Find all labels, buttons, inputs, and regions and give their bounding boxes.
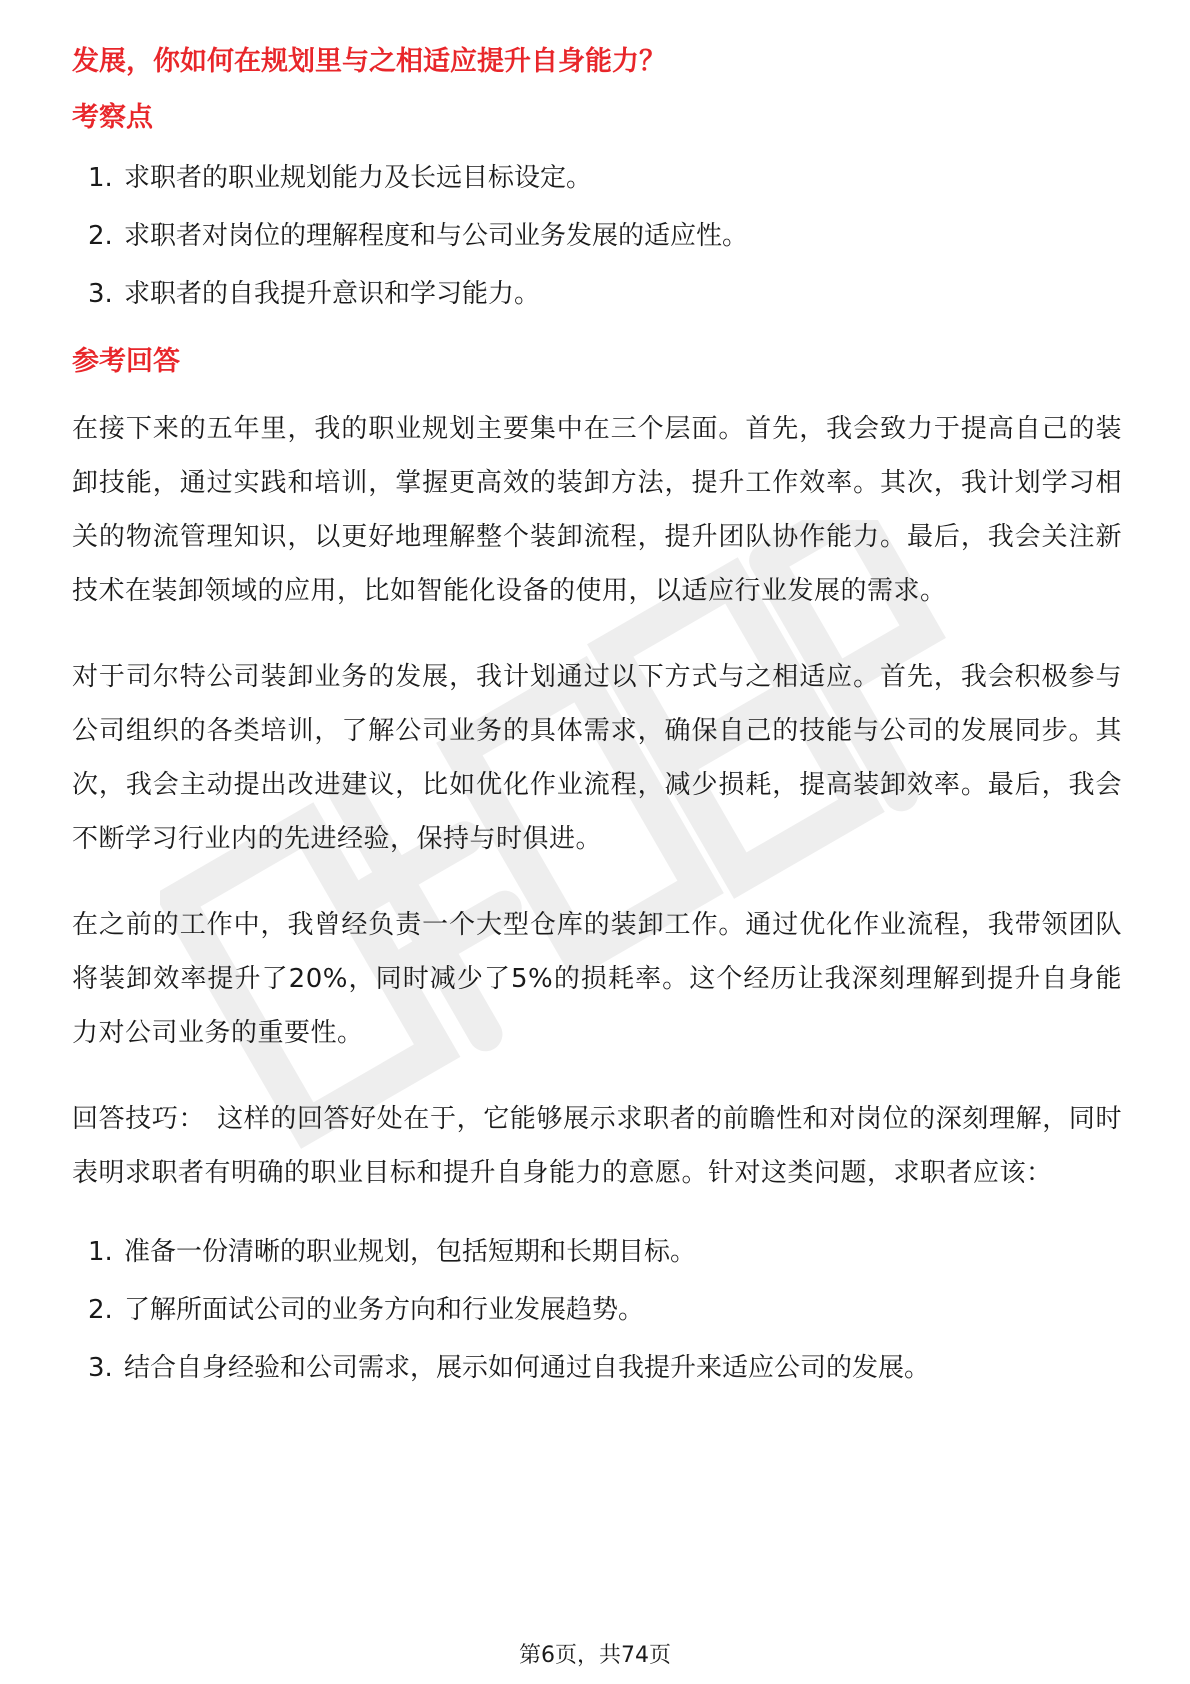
answer-paragraph: 对于司尔特公司装卸业务的发展，我计划通过以下方式与之相适应。首先，我会积极参与公司组织的各类培训，了解公司业务的具体需求，确保自己的技能与公司的发展同步。其次，我会主动提出改进建议，比如优化作业流程，减少损耗，提高装卸效率。最后，我会不断学习行业内的先进经验，保持与时俱进。 [72, 662, 1122, 854]
tip-paragraph [72, 1092, 1122, 1200]
list-item-number: 2. [88, 1295, 113, 1325]
page-number-footer: 第6页，共74页 [519, 1643, 671, 1668]
section-title-points: 考察点 [72, 102, 153, 133]
points-list [72, 158, 1122, 314]
list-item-text: 结合自身经验和公司需求，展示如何通过自我提升来适应公司的发展。 [124, 1353, 931, 1383]
list-item-number: 1. [88, 1237, 113, 1267]
list-item-text: 求职者的自我提升意识和学习能力。 [124, 279, 541, 309]
list-item [88, 158, 1122, 198]
question-heading: 发展，你如何在规划里与之相适应提升自身能力？ [72, 46, 666, 77]
content-area [72, 40, 1122, 1416]
list-item-text: 求职者的职业规划能力及长远目标设定。 [124, 163, 593, 193]
list-item-number: 3. [88, 279, 113, 309]
list-item [88, 1232, 1122, 1272]
list-item-number: 2. [88, 221, 113, 251]
list-item [88, 274, 1122, 314]
tip-label: 回答技巧： [72, 1104, 206, 1134]
list-item [88, 1290, 1122, 1330]
tip-text: 这样的回答好处在于，它能够展示求职者的前瞻性和对岗位的深刻理解，同时表明求职者有明确的职业目标和提升自身能力的意愿。针对这类问题，求职者应该： [72, 1104, 1122, 1188]
list-item-number: 3. [88, 1353, 113, 1383]
list-item [88, 1348, 1122, 1388]
list-item-text: 求职者对岗位的理解程度和与公司业务发展的适应性。 [124, 221, 749, 251]
list-item-text: 准备一份清晰的职业规划，包括短期和长期目标。 [124, 1237, 697, 1267]
list-item [88, 216, 1122, 256]
section-title-answer: 参考回答 [72, 346, 180, 377]
answer-paragraph: 在之前的工作中，我曾经负责一个大型仓库的装卸工作。通过优化作业流程，我带领团队将装卸效率提升了20%，同时减少了5%的损耗率。这个经历让我深刻理解到提升自身能力对公司业务的重要性。 [72, 910, 1122, 1048]
answer-paragraph: 在接下来的五年里，我的职业规划主要集中在三个层面。首先，我会致力于提高自己的装卸技能，通过实践和培训，掌握更高效的装卸方法，提升工作效率。其次，我计划学习相关的物流管理知识，以更好地理解整个装卸流程，提升团队协作能力。最后，我会关注新技术在装卸领域的应用，比如智能化设备的使用，以适应行业发展的需求。 [72, 414, 1122, 606]
list-item-text: 了解所面试公司的业务方向和行业发展趋势。 [124, 1295, 645, 1325]
list-item-number: 1. [88, 163, 113, 193]
tips-list [72, 1232, 1122, 1388]
